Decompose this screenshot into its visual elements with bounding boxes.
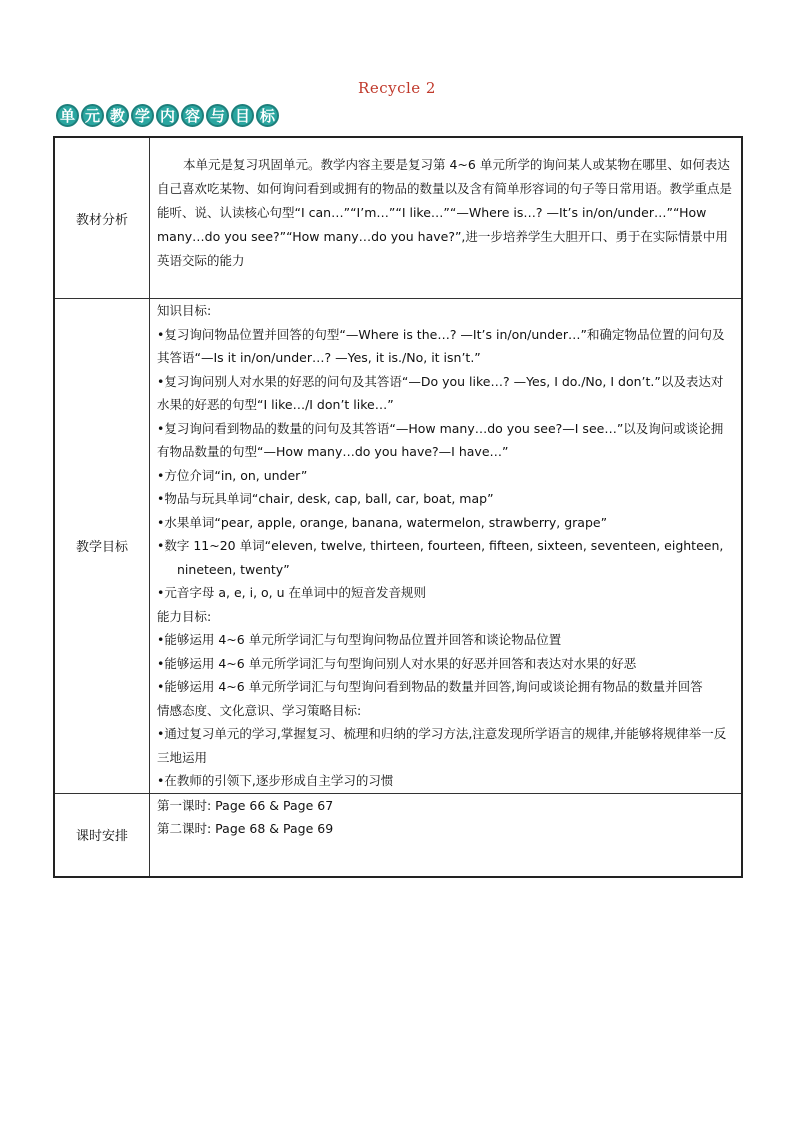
analysis-cell (150, 137, 743, 299)
knowledge-heading: 知识目标: (157, 303, 212, 318)
banner-char: 容 (181, 104, 204, 127)
emotion-heading: 情感态度、文化意识、学习策略目标: (157, 702, 362, 718)
banner-char: 目 (231, 104, 254, 127)
analysis-label: 教材分析 (54, 137, 150, 299)
analysis-row (54, 137, 742, 299)
lesson-table (53, 136, 743, 878)
knowledge-item: •数字 11~20 单词“eleven, twelve, thirteen, fourteen, fifteen, sixteen, seventeen, eighteen, (157, 538, 724, 553)
ability-item: •能够运用 4~6 单元所学词汇与句型询问物品位置并回答和谈论物品位置 (157, 632, 562, 647)
knowledge-item: •复习询问看到物品的数量的问句及其答语“—How many…do you see?—I see…”以及询问或谈论拥有物品数量的句型“—How many…do you have?—I have…” (157, 420, 724, 459)
knowledge-item: •复习询问物品位置并回答的句型“—Where is the…? —It’s in/on/under…”和确定物品位置的问句及其答语“—Is it in/on/under…? —Yes, it is./No, it isn’t.” (157, 326, 725, 365)
banner-char: 内 (156, 104, 179, 127)
goals-label: 教学目标 (54, 299, 150, 794)
emotion-item: •在教师的引领下,逐步形成自主学习的习惯 (157, 773, 394, 788)
goals-row (54, 299, 742, 794)
section-banner (56, 104, 279, 131)
schedule-row (54, 793, 742, 877)
ability-heading: 能力目标: (157, 608, 212, 624)
banner-char: 元 (81, 104, 104, 127)
schedule-line: 第一课时: Page 66 & Page 67 (157, 797, 334, 813)
page-title: Recycle 2 (358, 79, 436, 97)
knowledge-item: •物品与玩具单词“chair, desk, cap, ball, car, boat, map” (157, 491, 494, 506)
knowledge-item: •元音字母 a, e, i, o, u 在单词中的短音发音规则 (157, 585, 427, 600)
banner-char: 与 (206, 104, 229, 127)
knowledge-item: •方位介词“in, on, under” (157, 467, 308, 483)
analysis-text: 本单元是复习巩固单元。教学内容主要是复习第 4~6 单元所学的询问某人或某物在哪里、如何表达自己喜欢吃某物、如何询问看到或拥有的物品的数量以及含有简单形容词的句子等日常用语。教学重点是能听、说、认读核心句型“I can…”“I’m…”“I like…”“—Where is…? —It’s in/on/under…”“How many…do you see?”“How many…do you have?”,进一步培养学生大胆开口、勇于在实际情景中用英语交际的能力 (157, 157, 733, 268)
banner-char: 学 (131, 104, 154, 127)
knowledge-item: •复习询问别人对水果的好恶的问句及其答语“—Do you like…? —Yes, I do./No, I don’t.”以及表达对水果的好恶的句型“I like…/I don’t like…” (157, 373, 724, 412)
schedule-label: 课时安排 (54, 793, 150, 877)
goals-cell (150, 299, 743, 794)
knowledge-item-continued: nineteen, twenty” (177, 561, 290, 577)
banner-char: 标 (256, 104, 279, 127)
emotion-item: •通过复习单元的学习,掌握复习、梳理和归纳的学习方法,注意发现所学语言的规律,并能够将规律举一反三地运用 (157, 726, 727, 765)
knowledge-item: •水果单词“pear, apple, orange, banana, watermelon, strawberry, grape” (157, 514, 608, 530)
schedule-line: 第二课时: Page 68 & Page 69 (157, 821, 334, 836)
banner-char: 单 (56, 104, 79, 127)
schedule-cell (150, 793, 743, 877)
ability-item: •能够运用 4~6 单元所学词汇与句型询问别人对水果的好恶并回答和表达对水果的好恶 (157, 655, 637, 671)
banner-char: 教 (106, 104, 129, 127)
ability-item: •能够运用 4~6 单元所学词汇与句型询问看到物品的数量并回答,询问或谈论拥有物品的数量并回答 (157, 679, 703, 694)
